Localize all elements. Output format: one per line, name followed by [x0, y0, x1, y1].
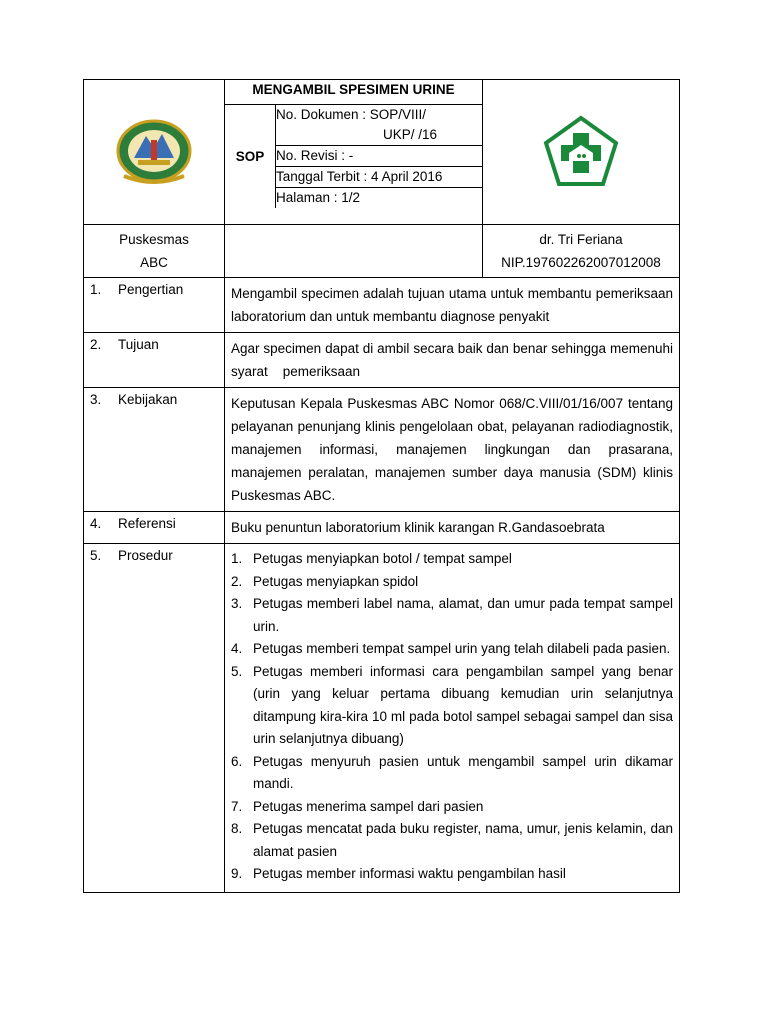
step-number: 3.: [231, 596, 243, 611]
step-text: Petugas member informasi waktu pengambilan hasil: [253, 866, 566, 881]
regency-crest-icon: [114, 116, 194, 186]
section-label: Kebijakan: [118, 392, 178, 407]
no-revisi: No. Revisi : -: [276, 146, 483, 167]
step-number: 9.: [231, 866, 243, 881]
section-label-pengertian: [84, 278, 225, 333]
procedure-list: [231, 548, 673, 886]
list-item: [231, 863, 673, 886]
right-logo-cell: [483, 80, 680, 225]
list-item: [231, 571, 673, 594]
sop-table: [83, 79, 680, 893]
list-item: [231, 638, 673, 661]
section-label-kebijakan: [84, 388, 225, 512]
no-dokumen-line1: No. Dokumen : SOP/VIII/: [276, 107, 427, 122]
section-number: 3.: [90, 392, 102, 407]
step-text: Petugas mencatat pada buku register, nama, umur, jenis kelamin, dan alamat pasien: [253, 821, 673, 859]
list-item: [231, 751, 673, 796]
step-text: Petugas menerima sampel dari pasien: [253, 798, 484, 814]
step-text: Petugas memberi label nama, alamat, dan umur pada tempat sampel urin.: [253, 596, 673, 634]
section-label: Pengertian: [118, 282, 184, 297]
tanggal-terbit: Tanggal Terbit : 4 April 2016: [276, 167, 483, 188]
list-item: [231, 593, 673, 638]
procedure-cell: [225, 544, 680, 893]
section-label-prosedur: [84, 544, 225, 893]
section-text-referensi: Buku penuntun laboratorium klinik karangan R.Gandasoebrata: [225, 512, 680, 544]
sop-document: [83, 79, 679, 893]
step-number: 4.: [231, 641, 243, 656]
step-text: Petugas menyiapkan spidol: [253, 573, 419, 589]
no-dokumen: [276, 105, 483, 146]
section-number: 4.: [90, 516, 102, 531]
section-number: 1.: [90, 282, 102, 297]
step-number: 7.: [231, 798, 243, 814]
step-number: 2.: [231, 573, 243, 589]
step-number: 8.: [231, 821, 243, 836]
signature-cell: [483, 225, 680, 278]
section-label-tujuan: [84, 333, 225, 388]
halaman: Halaman : 1/2: [276, 188, 483, 209]
section-text-tujuan: Agar specimen dapat di ambil secara baik dan benar sehingga memenuhi syarat pemeriksaan: [225, 333, 680, 388]
empty-cell: [225, 225, 483, 278]
document-meta-cell: [225, 105, 483, 225]
section-number: 5.: [90, 548, 102, 563]
list-item: [231, 796, 673, 819]
section-label: Prosedur: [118, 548, 173, 563]
org-line2: ABC: [140, 255, 168, 270]
signer-name: dr. Tri Feriana: [539, 232, 623, 247]
section-number: 2.: [90, 337, 102, 352]
document-title: MENGAMBIL SPESIMEN URINE: [225, 80, 483, 105]
left-logo-cell: [84, 80, 225, 225]
step-number: 1.: [231, 551, 243, 566]
org-line1: Puskesmas: [119, 232, 189, 247]
no-dokumen-line2: UKP/ /16: [383, 127, 438, 142]
step-text: Petugas menyiapkan botol / tempat sampel: [253, 551, 512, 566]
step-text: Petugas menyuruh pasien untuk mengambil sampel urin dikamar mandi.: [253, 753, 673, 791]
step-number: 6.: [231, 753, 243, 769]
step-text: Petugas memberi tempat sampel urin yang telah dilabeli pada pasien.: [253, 641, 671, 656]
step-text: Petugas memberi informasi cara pengambilan sampel yang benar (urin yang keluar pertama dibuang kemudian urin selanjutnya ditampung kira-kira 10 ml pada botol sampel sebagai sampel dan sisa urin selanjutnya dibuang): [253, 663, 673, 746]
puskesmas-cross-icon: [543, 115, 619, 187]
sop-label: SOP: [225, 105, 276, 208]
section-text-kebijakan: Keputusan Kepala Puskesmas ABC Nomor 068/C.VIII/01/16/007 tentang pelayanan penunjang klinis pengelolaan obat, pelayanan radiodiagnostik, manajemen informasi, manajemen lingkungan dan prasarana, manajemen peralatan, manajemen sumber daya manusia (SDM) klinis Puskesmas ABC.: [225, 388, 680, 512]
list-item: [231, 661, 673, 751]
organization-cell: [84, 225, 225, 278]
section-text-pengertian: Mengambil specimen adalah tujuan utama untuk membantu pemeriksaan laboratorium dan untuk membantu diagnose penyakit: [225, 278, 680, 333]
document-meta: [225, 105, 482, 208]
section-label: Referensi: [118, 516, 176, 531]
section-label-referensi: [84, 512, 225, 544]
step-number: 5.: [231, 663, 243, 679]
list-item: [231, 818, 673, 863]
section-label: Tujuan: [118, 337, 159, 352]
list-item: [231, 548, 673, 571]
signer-nip: NIP.197602262007012008: [501, 255, 661, 270]
